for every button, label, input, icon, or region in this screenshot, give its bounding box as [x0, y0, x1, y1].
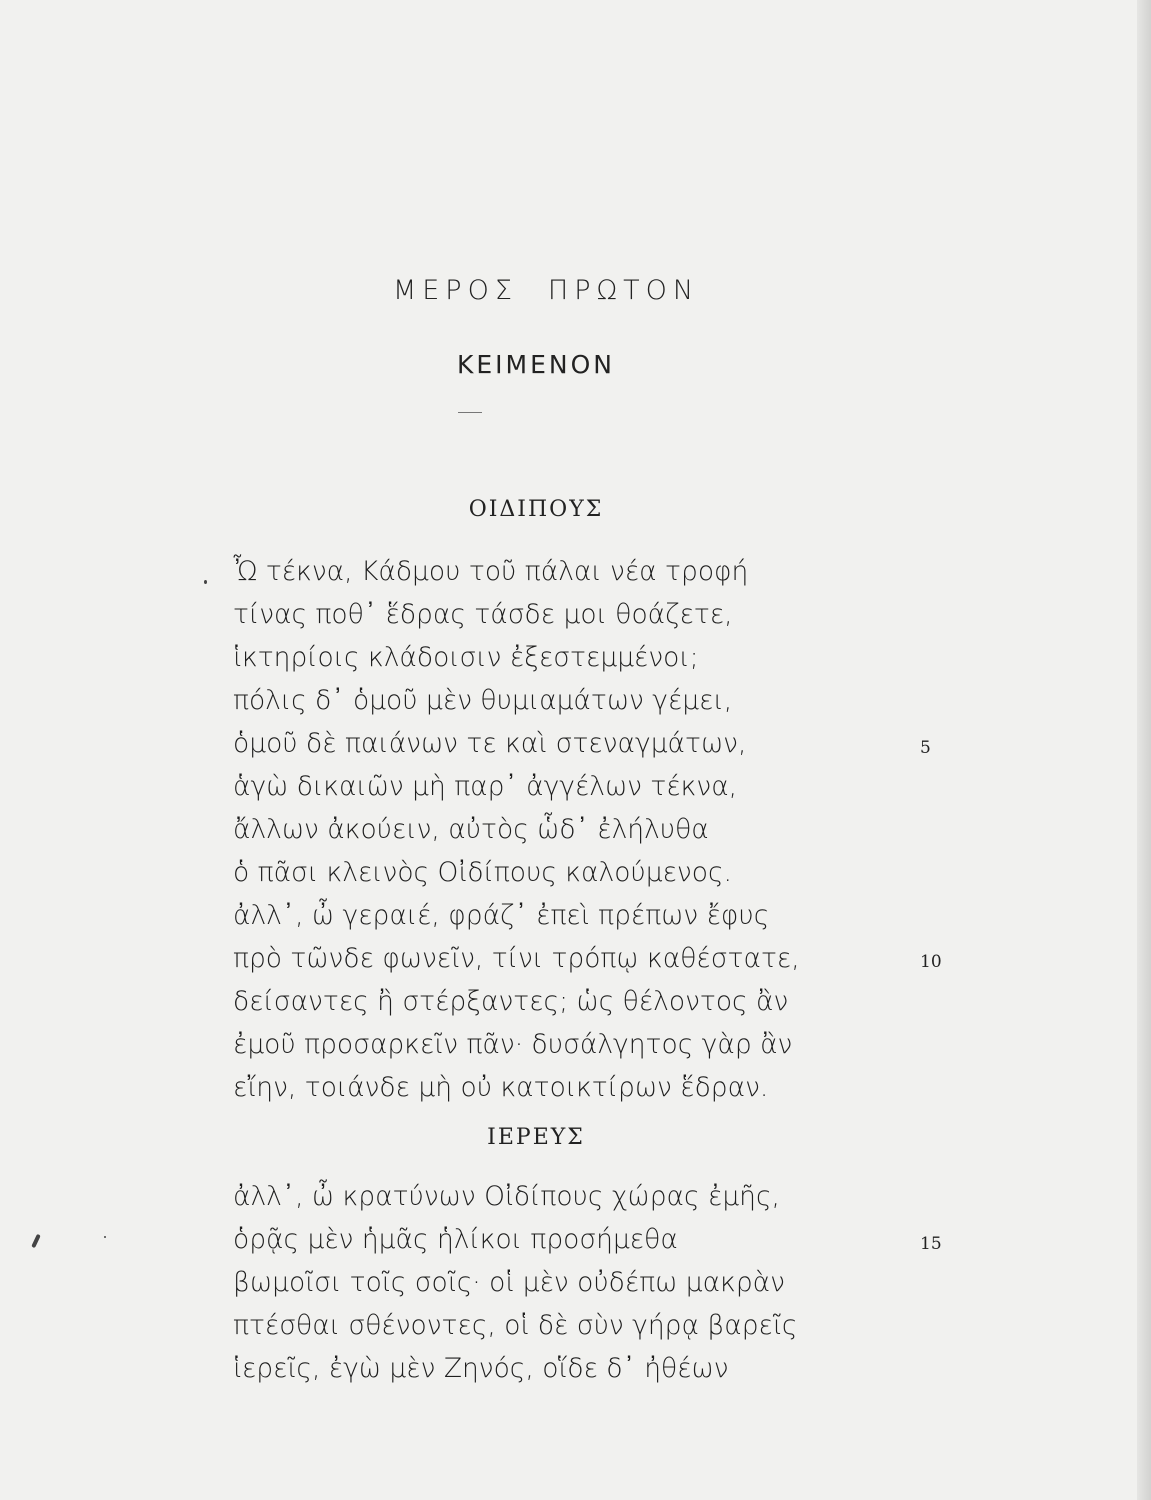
verse-line: ἀλλ᾽, ὦ γεραιέ, φράζ᾽ ἐπεὶ πρέπων ἔφυς	[233, 900, 770, 931]
verse-line: ἱερεῖς, ἐγὼ μὲν Ζηνός, οἵδε δ᾽ ἠθέων	[233, 1353, 729, 1384]
speaker-name-oedipus: ΟΙΔΙΠΟΥΣ	[468, 497, 604, 522]
line-number: 5	[920, 738, 931, 758]
part-heading-word-2: ΠΡΩΤΟΝ	[547, 275, 700, 306]
verse-line: πόλις δ᾽ ὁμοῦ μὲν θυμιαμάτων γέμει,	[233, 685, 733, 716]
verse-line: εἴην, τοιάνδε μὴ οὐ κατοικτίρων ἕδραν.	[233, 1072, 769, 1103]
verse-line: πρὸ τῶνδε φωνεῖν, τίνι τρόπῳ καθέστατε,	[233, 943, 800, 974]
verse-line: ἁγὼ δικαιῶν μὴ παρ᾽ ἀγγέλων τέκνα,	[233, 771, 738, 802]
page-edge-shadow	[1137, 0, 1151, 1500]
verse-line: ὁμοῦ δὲ παιάνων τε καὶ στεναγμάτων,	[233, 728, 747, 759]
line-number: 15	[920, 1234, 942, 1254]
verse-line: ἀλλ᾽, ὦ κρατύνων Οἰδίπους χώρας ἐμῆς,	[233, 1181, 780, 1212]
verse-line: Ὦ τέκνα, Κάδμου τοῦ πάλαι νέα τροφή	[233, 556, 749, 587]
verse-line: τίνας ποθ᾽ ἕδρας τάσδε μοι θοάζετε,	[233, 599, 733, 630]
print-speck	[204, 580, 207, 584]
verse-line: βωμοῖσι τοῖς σοῖς· οἱ μὲν οὐδέπω μακρὰν	[233, 1267, 785, 1298]
line-number: 10	[920, 952, 942, 972]
part-heading	[0, 275, 1092, 306]
verse-line: ἄλλων ἀκούειν, αὐτὸς ὧδ᾽ ἐλήλυθα	[233, 814, 709, 845]
section-heading: ΚΕΙΜΕΝΟΝ	[456, 350, 615, 379]
print-speck	[104, 1236, 106, 1238]
verse-line: δείσαντες ἢ στέρξαντες; ὡς θέλοντος ἂν	[233, 986, 789, 1017]
speaker-name-priest: ΙΕΡΕΥΣ	[487, 1125, 585, 1150]
verse-line: ἱκτηρίοις κλάδοισιν ἐξεστεμμένοι;	[233, 642, 699, 673]
print-speck	[31, 1234, 41, 1248]
part-heading-word-1: ΜΕΡΟΣ	[392, 275, 518, 306]
heading-rule	[458, 412, 482, 413]
verse-line: ὁρᾷς μὲν ἡμᾶς ἡλίκοι προσήμεθα	[233, 1224, 678, 1255]
verse-line: ὁ πᾶσι κλεινὸς Οἰδίπους καλούμενος.	[233, 857, 732, 888]
verse-line: πτέσθαι σθένοντες, οἱ δὲ σὺν γήρᾳ βαρεῖς	[233, 1310, 798, 1341]
verse-line: ἐμοῦ προσαρκεῖν πᾶν· δυσάλγητος γὰρ ἂν	[233, 1029, 793, 1060]
